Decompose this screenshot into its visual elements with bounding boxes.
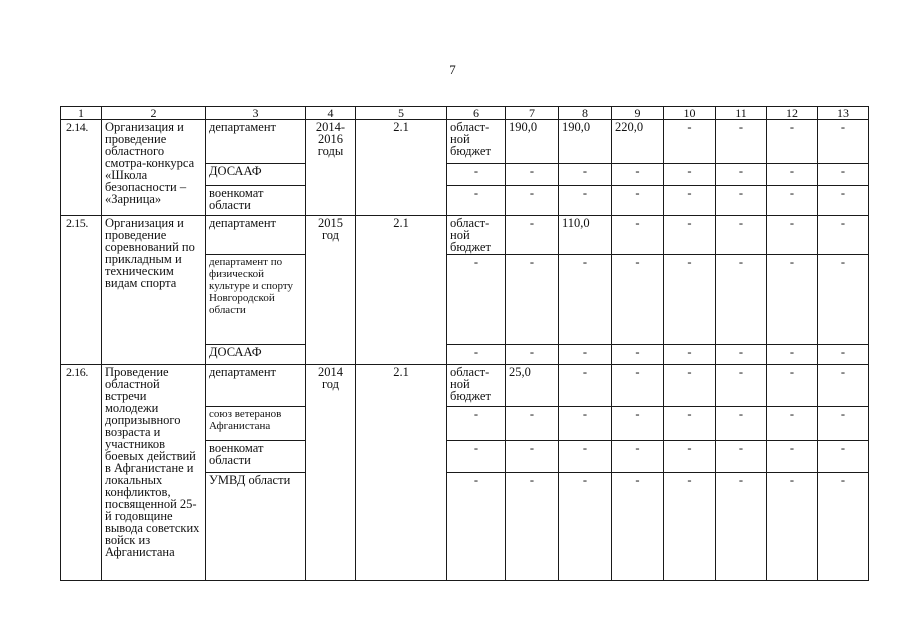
funding-value: - [664,345,716,365]
funding-value: - [664,120,716,164]
column-header: 10 [664,107,716,120]
item-title: Организация и проведение соревнований по прикладным и техническим видам спорта [102,216,206,365]
responsible-org: военкомат области [206,441,306,473]
responsible-org: департамент по физической культуре и спорту Новгородской области [206,255,306,345]
funding-source: област-ной бюджет [447,216,506,255]
funding-value: - [664,407,716,441]
funding-value: - [612,255,664,345]
column-header: 6 [447,107,506,120]
funding-value: - [716,441,767,473]
funding-value: - [612,473,664,581]
funding-value: - [506,216,559,255]
funding-value: - [716,164,767,186]
funding-value: - [559,407,612,441]
funding-value: - [559,186,612,216]
funding-value: 190,0 [559,120,612,164]
target-code: 2.1 [356,120,447,216]
funding-value: - [767,365,818,407]
period: 2014-2016 годы [306,120,356,216]
funding-value: - [664,255,716,345]
responsible-org: департамент [206,365,306,407]
funding-value: - [716,365,767,407]
header-row [61,107,869,120]
item-number: 2.16. [61,365,102,581]
responsible-org: департамент [206,120,306,164]
funding-value: - [559,365,612,407]
funding-value: - [767,441,818,473]
funding-value: - [767,407,818,441]
funding-value: - [818,120,869,164]
target-code: 2.1 [356,365,447,581]
funding-value: - [612,216,664,255]
page-number: 7 [449,62,456,77]
item-number: 2.14. [61,120,102,216]
funding-value: - [559,473,612,581]
responsible-org: ДОСААФ [206,164,306,186]
target-code: 2.1 [356,216,447,365]
funding-value: - [506,473,559,581]
responsible-org: союз ветеранов Афганистана [206,407,306,441]
funding-value: - [612,186,664,216]
responsible-org: департамент [206,216,306,255]
funding-source: - [447,407,506,441]
funding-value: - [559,164,612,186]
funding-value: - [664,365,716,407]
item-number: 2.15. [61,216,102,365]
funding-value: - [506,345,559,365]
funding-value: - [767,164,818,186]
funding-value: - [612,407,664,441]
column-header: 11 [716,107,767,120]
funding-value: - [716,345,767,365]
funding-value: - [612,441,664,473]
table-row [61,120,869,164]
funding-value: - [818,164,869,186]
funding-source: - [447,164,506,186]
funding-value: - [818,186,869,216]
funding-source: област-ной бюджет [447,365,506,407]
funding-value: - [716,186,767,216]
funding-value: - [716,473,767,581]
funding-value: - [664,441,716,473]
funding-value: - [664,216,716,255]
column-header: 3 [206,107,306,120]
funding-value: - [767,345,818,365]
funding-value: - [818,216,869,255]
funding-value: - [664,473,716,581]
column-header: 1 [61,107,102,120]
item-title: Организация и проведение областного смотра-конкурса «Школа безопасности – «Зарница» [102,120,206,216]
column-header: 13 [818,107,869,120]
funding-source: - [447,186,506,216]
funding-value: - [818,407,869,441]
funding-value: - [767,473,818,581]
funding-value: 25,0 [506,365,559,407]
funding-value: - [716,407,767,441]
column-header: 7 [506,107,559,120]
column-header: 5 [356,107,447,120]
column-header: 9 [612,107,664,120]
funding-value: - [716,255,767,345]
funding-value: - [767,186,818,216]
responsible-org: военкомат области [206,186,306,216]
column-header: 2 [102,107,206,120]
funding-value: - [506,255,559,345]
funding-value: - [612,345,664,365]
funding-value: - [716,120,767,164]
column-header: 4 [306,107,356,120]
funding-value: - [506,186,559,216]
funding-value: - [818,345,869,365]
funding-value: - [506,441,559,473]
funding-value: - [612,365,664,407]
funding-value: - [818,255,869,345]
program-table [60,106,869,581]
funding-value: - [716,216,767,255]
funding-value: - [767,255,818,345]
responsible-org: ДОСААФ [206,345,306,365]
table-row [61,216,869,255]
funding-value: - [559,345,612,365]
funding-value: - [612,164,664,186]
funding-value: - [559,441,612,473]
funding-source: - [447,441,506,473]
funding-value: - [767,216,818,255]
funding-value: - [818,473,869,581]
funding-value: - [664,186,716,216]
funding-value: - [664,164,716,186]
period: 2014 год [306,365,356,581]
funding-value: - [559,255,612,345]
funding-source: - [447,255,506,345]
table-row [61,365,869,407]
funding-value: 190,0 [506,120,559,164]
column-header: 8 [559,107,612,120]
funding-value: - [818,365,869,407]
funding-source: - [447,345,506,365]
funding-value: - [767,120,818,164]
funding-value: - [818,441,869,473]
funding-value: - [506,407,559,441]
responsible-org: УМВД области [206,473,306,581]
column-header: 12 [767,107,818,120]
funding-value: 220,0 [612,120,664,164]
funding-value: 110,0 [559,216,612,255]
period: 2015 год [306,216,356,365]
item-title: Проведение областной встречи молодежи допризывного возраста и участников боевых действий в Афганистане и локальных конфликтов, посвященной 25-й годовщине вывода советских войск из Афганистана [102,365,206,581]
funding-source: - [447,473,506,581]
funding-source: област-ной бюджет [447,120,506,164]
funding-value: - [506,164,559,186]
